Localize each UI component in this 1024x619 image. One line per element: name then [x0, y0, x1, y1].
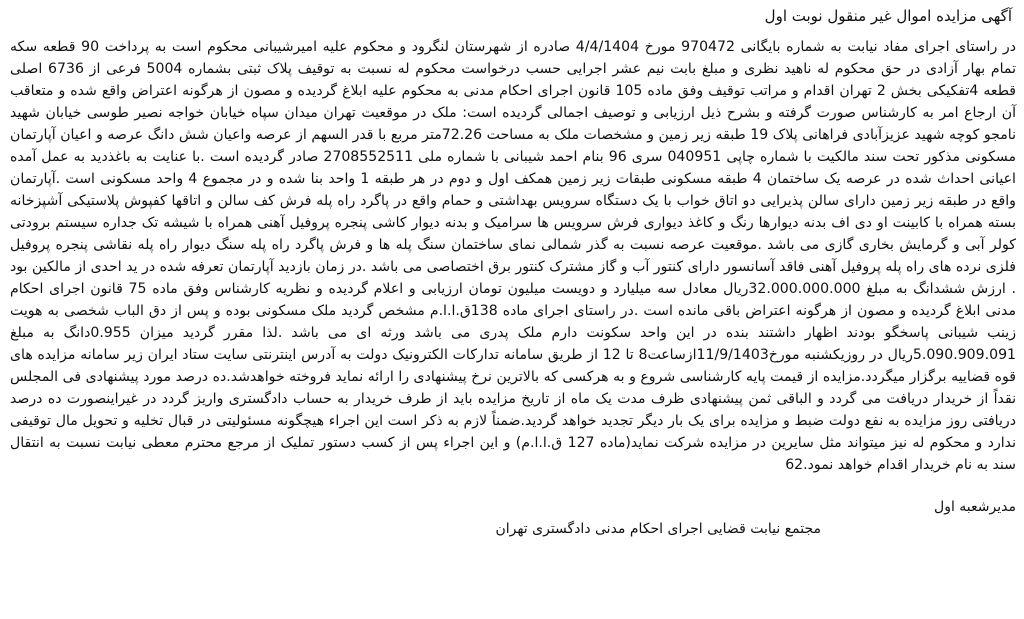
notice-body: در راستای اجرای مفاد نیابت به شماره بایگانی 970472 مورخ 4/4/1404 صادره از شهرستان لنگرود و محکوم علیه امیرشیبانی محکوم است به پرداخت 90 قطعه سکه تمام بهار آزادی در حق محکوم له ناهید نظری و مبلغ بابت نیم عشر اجرایی حسب درخواست محکوم له نسبت به توقیف پلاک ثبتی بشماره 5004 فرعی از 6736 اصلی قطعه 4تفکیکی بخش 2 تهران اقدام و مراتب توقیف وفق ماده 105 قانون اجرای احکام مدنی به محکوم علیه ابلاغ گردیده و مصون از هرگونه اعتراض واقع شده و متعاقب آن ارجاع امر به کارشناس صورت گرفته و بشرح ذیل ارزیابی و توصیف اجمالی گردیده است: ملک در موقعیت تهران میدان سپاه خیابان خواجه نصیر طوسی خیابان شهید نامجو کوچه شهید عزیزآبادی فراهانی پلاک 19 طبقه زیر زمین و مشخصات ملک به مساحت 72.26متر مربع با قدر السهم از عرصه واعیان شش دانگ عرصه و اعیان آپارتمان مسکونی مذکور تحت سند مالکیت با شماره چاپی 040951 سری 96 بنام احمد شیبانی با شماره ملی 2708552511 صادر گردیده است .با عنایت به باغذدید به عمل آمده اعیانی احداث شده در عرصه یک ساختمان 4 طبقه مسکونی طبقات زیر زمین همکف اول و دوم در هر طبقه 1 واحد بنا شده و در مجموع 4 واحد مسکونی است .آپارتمان واقع در طبقه زیر زمین دارای سالن پذیرایی دو اتاق خواب با یک دستگاه سرویس بهداشتی و حمام واقع در پاگرد راه پله فرش کف سالن و اتاقها کفپوش پلاستیکی آشپزخانه بسته همراه با کابینت او دی اف بدنه دیوارها رنگ و کاغذ دیواری فرش سرویس ها سرامیک و بدنه دیوار کاشی پنجره پروفیل آهنی همراه با شیشه تک جداره سیستم برودتی کولر آبی و گرمایش بخاری گازی می باشد .موقعیت عرصه نسبت به گذر شمالی نمای ساختمان سنگ پله ها و فرش پاگرد راه پله سنگ دیوار راه پله نقاشی پنجره پروفیل فلزی نرده های راه پله پروفیل آهنی فاقد آسانسور دارای کنتور آب و گاز مشترک کنتور برق اختصاصی می باشد .در زمان بازدید آپارتمان تعرفه شده در ید احدی از مالکین بود . ارزش ششدانگ به مبلغ 32.000.000.000ریال معادل سه میلیارد و دویست میلیون تومان ارزیابی و اعلام گردیده و نظریه کارشناس وفق ماده 75 قانون اجرای احکام مدنی ابلاغ گردیده و مصون از هرگونه اعتراض باقی مانده است .در راستای اجرای ماده 138ق.ا.ا.م مشخص گردید ملک مسکونی بوده و پس از دق الباب شخصی به هویت زینب شیبانی پاسخگو بودند اظهار داشتند بنده در این واحد سکونت دارم ملک پدری می باشد ورثه ای می باشد .لذا مقرر گردید میزان 0.955دانگ به مبلغ 5.090.909.091ریال در روزیکشنبه مورخ11/9/1403ازساعت8 تا 12 از طریق سامانه تدارکات الکترونیک دولت به آدرس اینترنتی سایت ستاد ایران زیر سامانه مزایده های قوه قضاییه برگزار میگردد.مزایده از قیمت پایه کارشناسی شروع و به هرکسی که بالاترین نرخ پیشنهادی را ارائه نماید فروخته خواهدشد.ده درصد مورد پیشنهادی فی المجلس نقداً از خریدار دریافت می گردد و الباقی ثمن پیشنهادی ظرف مدت یک ماه از تاریخ مزایده باید از طرف خریدار به حساب دادگستری واریز گردد در غیراینصورت ده درصد دریافتی روز مزایده به نفع دولت ضبط و مزایده برای یک بار دیگر تجدید خواهد گردید.ضمناً لازم به ذکر است این اجراء هیچگونه مسئولیتی در قبال تخلیه و تحویل مال توقیفی ندارد و محکوم له نیز میتواند مثل سایرین در مزایده شرکت نماید(ماده 127 ق.ا.ا.م) و این اجراء پس از کسب دستور تملیک از مرجع محترم معطی نیابت نسبت به انتقال سند به نام خریدار اقدام خواهد نمود.62 [10, 39, 1017, 473]
footer-office: مدیرشعبه اول [934, 499, 1016, 515]
notice-footer [10, 496, 1016, 540]
footer-organization: مجتمع نیابت قضایی اجرای احکام مدنی دادگستری تهران [495, 521, 821, 537]
notice-title: آگهی مزایده اموال غیر منقول نوبت اول [764, 7, 1012, 25]
